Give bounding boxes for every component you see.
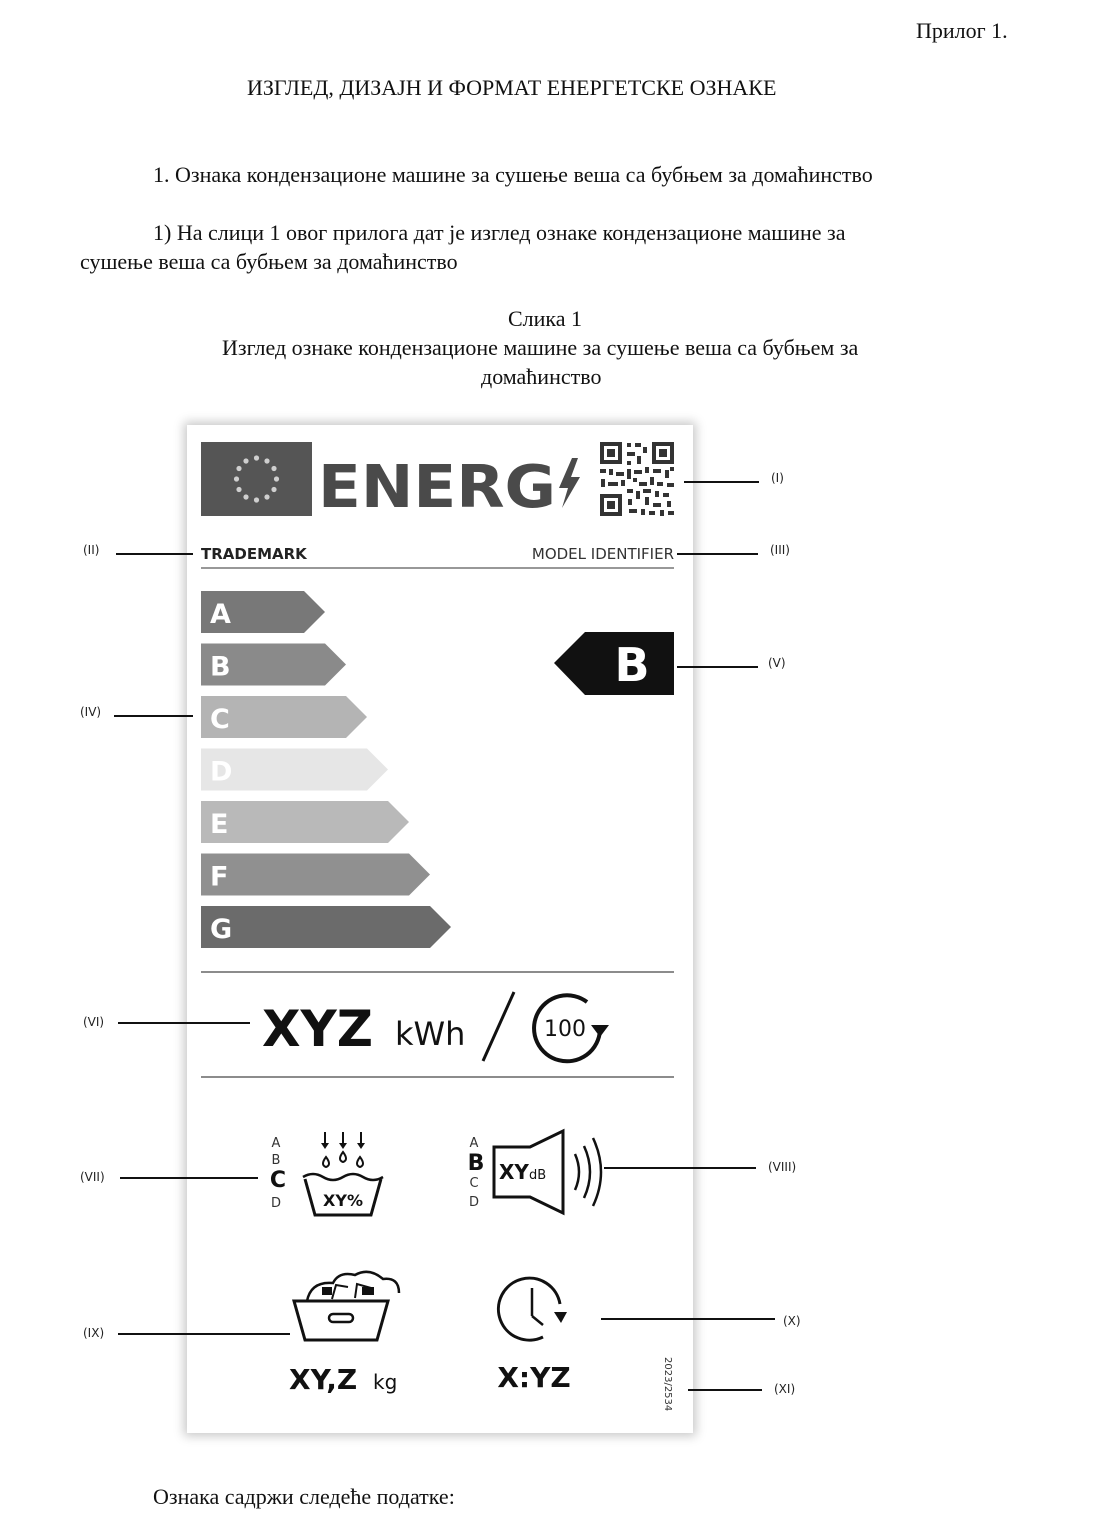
callout-line-ix bbox=[118, 1333, 290, 1335]
callout-line-v bbox=[677, 666, 758, 668]
callout-label-v: (V) bbox=[768, 656, 786, 670]
noise-unit: dB bbox=[529, 1168, 547, 1183]
noise-class-d: D bbox=[468, 1195, 480, 1210]
callout-line-x bbox=[601, 1318, 775, 1320]
figure-caption-line-1: Изглед ознаке кондензационе машине за сушење веша са бубњем за bbox=[222, 335, 859, 360]
figure-caption-line-2: домаћинство bbox=[481, 364, 602, 389]
callout-line-ii bbox=[116, 553, 193, 555]
energy-class-letter-d: D bbox=[210, 756, 233, 788]
condensation-class-c: C bbox=[269, 1168, 287, 1193]
condensation-class-b: B bbox=[271, 1153, 281, 1168]
paragraph-line-1: 1) На слици 1 овог прилога дат је изглед ознаке кондензационе машине за bbox=[153, 220, 846, 245]
energy-rating-indicator bbox=[554, 632, 674, 695]
condensation-class-d: D bbox=[270, 1196, 282, 1211]
energy-consumption-value: XYZ bbox=[262, 1000, 374, 1058]
energy-class-arrow-e bbox=[201, 801, 409, 843]
noise-value: XY bbox=[499, 1160, 529, 1184]
callout-label-iii: (III) bbox=[770, 543, 790, 557]
qr-code-icon bbox=[600, 442, 674, 516]
energy-class-letter-f: F bbox=[210, 861, 229, 893]
callout-label-xi: (XI) bbox=[774, 1382, 796, 1396]
callout-label-ix: (IX) bbox=[83, 1326, 105, 1340]
energy-class-letter-c: C bbox=[210, 704, 230, 735]
condensation-efficiency-icon bbox=[270, 1132, 383, 1215]
slash-divider bbox=[483, 992, 514, 1061]
energ-wordmark: ENERG bbox=[318, 452, 556, 521]
model-identifier-text: MODEL IDENTIFIER bbox=[531, 545, 674, 563]
energy-class-letter-a: A bbox=[210, 599, 231, 630]
callout-label-i: (I) bbox=[771, 471, 784, 485]
paragraph-line-2: сушење веша са бубњем за домаћинство bbox=[80, 249, 458, 274]
section-title: 1. Ознака кондензационе машине за сушење веша са бубњем за домаћинство bbox=[153, 162, 873, 187]
callout-label-vi: (VI) bbox=[83, 1015, 105, 1029]
capacity-value: XY,Z bbox=[289, 1363, 358, 1396]
callout-line-iv bbox=[114, 715, 193, 717]
noise-class-a: A bbox=[469, 1136, 479, 1151]
programme-duration-icon bbox=[497, 1278, 570, 1394]
footer-text: Ознака садржи следеће податке: bbox=[153, 1484, 455, 1509]
noise-class-b: B bbox=[467, 1151, 485, 1176]
condensation-class-a: A bbox=[271, 1136, 281, 1151]
callout-label-x: (X) bbox=[783, 1314, 801, 1328]
energy-consumption-unit: kWh bbox=[395, 1015, 466, 1053]
callout-line-i bbox=[684, 481, 759, 483]
cycles-icon bbox=[534, 995, 609, 1061]
rated-capacity-icon bbox=[289, 1272, 399, 1396]
callout-line-vi bbox=[118, 1022, 250, 1024]
lightning-icon bbox=[559, 458, 580, 508]
noise-class-c: C bbox=[469, 1176, 479, 1191]
programme-duration-value: X:YZ bbox=[497, 1361, 571, 1394]
callout-line-iii bbox=[677, 553, 758, 555]
energy-class-arrow-f bbox=[201, 854, 430, 896]
eu-flag-icon bbox=[201, 442, 312, 516]
energy-rating-letter: B bbox=[614, 638, 650, 692]
energy-class-letter-g: G bbox=[210, 914, 233, 945]
energy-class-letter-b: B bbox=[210, 651, 231, 683]
energy-class-scale bbox=[201, 591, 451, 948]
callout-label-ii: (II) bbox=[83, 543, 100, 557]
cycles-value: 100 bbox=[544, 1017, 586, 1042]
energy-class-letter-e: E bbox=[210, 809, 229, 840]
noise-emission-icon bbox=[468, 1131, 601, 1213]
condensation-value: XY% bbox=[323, 1191, 363, 1210]
callout-line-xi bbox=[688, 1389, 762, 1391]
regulation-number: 2023/2534 bbox=[662, 1357, 673, 1412]
energy-class-arrow-g bbox=[201, 906, 451, 948]
annex-number: Прилог 1. bbox=[916, 18, 1008, 43]
capacity-unit: kg bbox=[373, 1370, 398, 1394]
energy-label bbox=[187, 425, 693, 1433]
trademark-text: TRADEMARK bbox=[201, 545, 307, 563]
callout-line-viii bbox=[604, 1167, 756, 1169]
callout-label-vii: (VII) bbox=[80, 1170, 105, 1184]
callout-label-iv: (IV) bbox=[80, 705, 102, 719]
figure-number: Слика 1 bbox=[508, 306, 583, 331]
callout-label-viii: (VIII) bbox=[768, 1160, 797, 1174]
callout-line-vii bbox=[120, 1177, 258, 1179]
page-heading: ИЗГЛЕД, ДИЗАЈН И ФОРМАТ ЕНЕРГЕТСКЕ ОЗНАКЕ bbox=[247, 75, 777, 100]
